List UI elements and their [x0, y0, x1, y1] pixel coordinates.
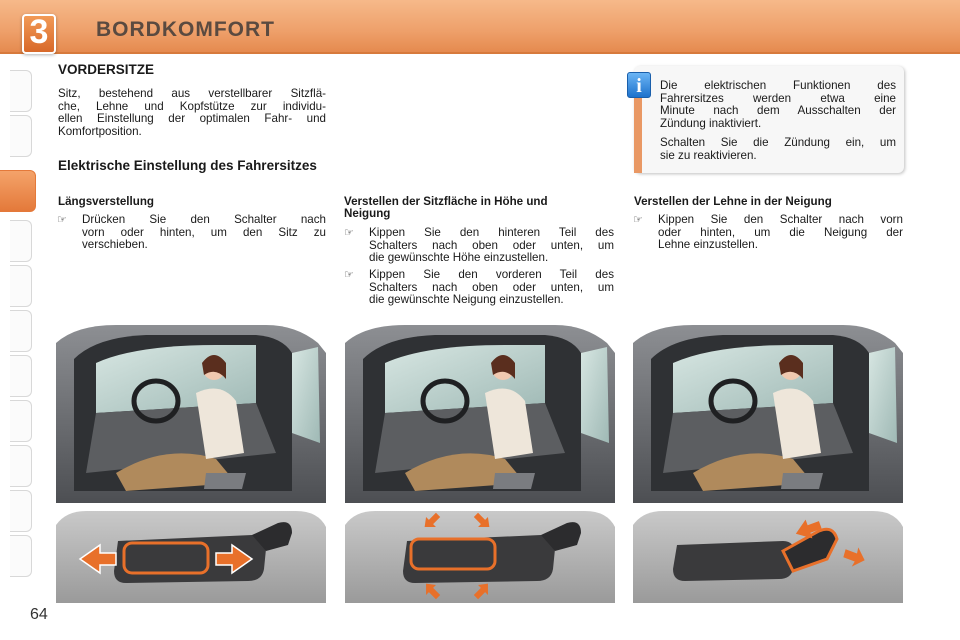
- bullet-hand-icon: ☞: [344, 269, 354, 281]
- chapter-number: 3: [29, 13, 49, 51]
- section-subheading: Elektrische Einstellung des Fahrersitzes: [58, 158, 317, 173]
- section-title: VORDERSITZE: [58, 62, 155, 77]
- header-divider: [0, 52, 960, 54]
- heading-lehne: Verstellen der Lehne in der Neigung: [634, 195, 832, 208]
- side-tab-9[interactable]: [10, 445, 32, 487]
- bullet-lehne: ☞ Kippen Sie den Schalter nach vorn oder hinten, um die Neigung der Lehne einzustellen.: [633, 213, 903, 252]
- chapter-title: BORDKOMFORT: [96, 18, 275, 41]
- heading-laengsverstellung: Längsverstellung: [58, 195, 154, 208]
- page-number: 64: [30, 606, 48, 623]
- bullet-sitzflaeche-hoehe: ☞ Kippen Sie den hinteren Teil des Schalters nach oben oder unten, um die gewünschte Höhe einzustellen.: [344, 226, 614, 265]
- side-tab-5[interactable]: [10, 265, 32, 307]
- bullet-hand-icon: ☞: [633, 214, 643, 226]
- switch-detail-backrest: [633, 511, 903, 603]
- seat-illustration-2: [345, 323, 615, 503]
- seat-illustration-1: [56, 323, 326, 503]
- side-tab-1[interactable]: [10, 70, 32, 112]
- bullet-hand-icon: ☞: [344, 227, 354, 239]
- bullet-laengsverstellung: ☞ Drücken Sie den Schalter nach vorn oder hinten, um den Sitz zu verschieben.: [57, 213, 326, 252]
- bullet-hand-icon: ☞: [57, 214, 67, 226]
- side-tab-3-active[interactable]: [0, 170, 36, 212]
- side-tab-8[interactable]: [10, 400, 32, 442]
- intro-paragraph: Sitz, bestehend aus verstellbarer Sitzflä- che, Lehne und Kopfstütze zur individu- ellen Einstellung der optimalen Fahr- und Komfortposition.: [58, 87, 326, 138]
- info-text: Die elektrischen Funktionen des Fahrersitzes werden etwa eine Minute nach dem Ausschalten der Zündung inaktiviert. Schalten Sie die Zündung ein, um sie zu reaktivieren.: [660, 79, 896, 162]
- switch-detail-longitudinal: [56, 511, 326, 603]
- side-tab-2[interactable]: [10, 115, 32, 157]
- side-tab-7[interactable]: [10, 355, 32, 397]
- side-tab-6[interactable]: [10, 310, 32, 352]
- side-tab-10[interactable]: [10, 490, 32, 532]
- side-tab-11[interactable]: [10, 535, 32, 577]
- side-tab-4[interactable]: [10, 220, 32, 262]
- heading-sitzflaeche: Verstellen der Sitzfläche in Höhe und Neigung: [344, 195, 548, 221]
- chapter-side-tabs: [10, 70, 32, 575]
- info-icon: i: [627, 72, 651, 98]
- switch-detail-cushion: [345, 511, 615, 603]
- seat-illustration-3: [633, 323, 903, 503]
- bullet-sitzflaeche-neigung: ☞ Kippen Sie den vorderen Teil des Schalters nach oben oder unten, um die gewünschte Neigung einzustellen.: [344, 268, 614, 307]
